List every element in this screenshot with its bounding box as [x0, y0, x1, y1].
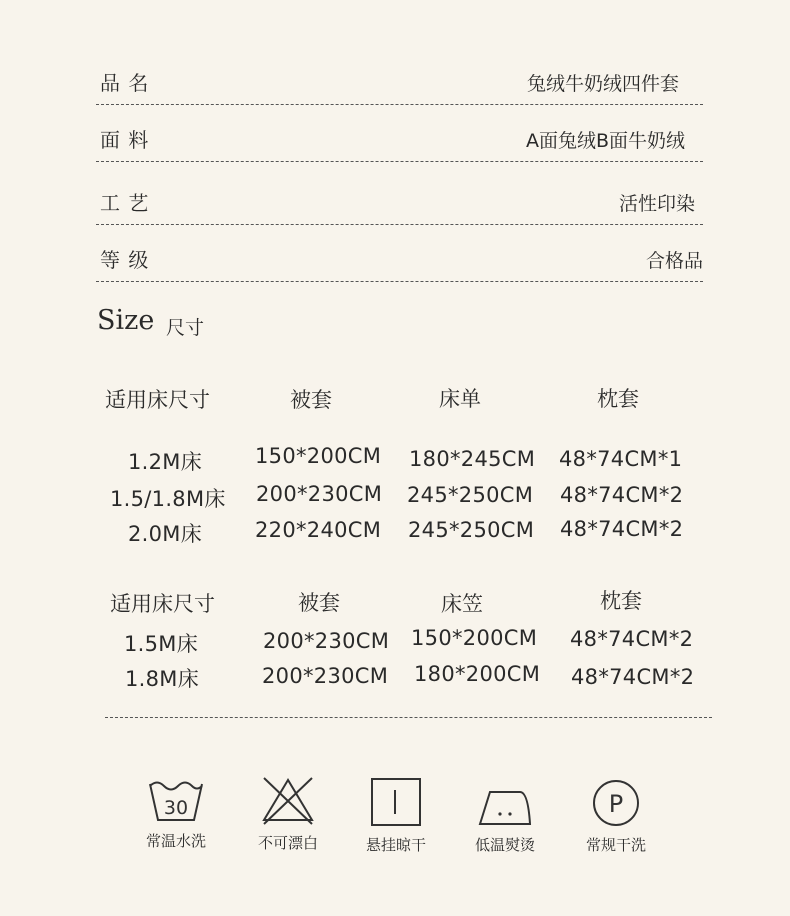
- care-item-wash: [121, 776, 231, 851]
- table2-cell: 1.8M床: [125, 667, 200, 691]
- table1-cell: 2.0M床: [128, 522, 203, 546]
- hang-dry-icon: [369, 776, 423, 828]
- table2-cell: 1.5M床: [124, 632, 199, 656]
- table1-header-bed-size: 适用床尺寸: [105, 388, 210, 412]
- table1-cell: 180*245CM: [409, 447, 536, 471]
- spec-row-craft: [96, 161, 703, 225]
- care-item-iron: [450, 782, 560, 855]
- spec-label: 面 料: [100, 128, 150, 152]
- care-label: 悬挂晾干: [365, 836, 426, 854]
- wash-30-icon: [148, 776, 204, 824]
- care-item-dry: [341, 776, 451, 855]
- care-label: 常温水洗: [145, 832, 206, 850]
- care-item-bleach: [233, 776, 343, 853]
- table2-cell: 200*230CM: [262, 664, 389, 688]
- table2-cell: 48*74CM*2: [571, 665, 695, 689]
- table2-cell: 150*200CM: [411, 626, 538, 650]
- spec-row-name: [96, 47, 703, 105]
- divider: [105, 717, 712, 718]
- dry-clean-badge: P: [608, 790, 624, 818]
- no-bleach-icon: [260, 776, 316, 826]
- table1-cell: 48*74CM*2: [560, 517, 684, 541]
- spec-value: 合格品: [645, 250, 703, 272]
- spec-label: 品 名: [100, 71, 150, 95]
- spec-label: 工 艺: [100, 191, 150, 215]
- spec-value: 活性印染: [618, 193, 695, 215]
- table2-header-duvet: 被套: [298, 591, 340, 615]
- low-iron-icon: [476, 782, 534, 828]
- spec-value: A面兔绒B面牛奶绒: [525, 130, 685, 152]
- table1-cell: 150*200CM: [255, 444, 382, 468]
- care-item-dryclean: [561, 778, 671, 855]
- table1-header-pillowcase: 枕套: [597, 387, 639, 411]
- size-title: Size: [97, 305, 155, 336]
- table1-cell: 1.2M床: [128, 450, 203, 474]
- table2-cell: 48*74CM*2: [570, 627, 694, 651]
- care-label: 低温熨烫: [474, 836, 535, 854]
- table2-header-bed-size: 适用床尺寸: [110, 592, 215, 616]
- size-subtitle: 尺寸: [166, 317, 205, 339]
- table1-cell: 1.5/1.8M床: [110, 487, 226, 511]
- care-label: 常规干洗: [585, 836, 646, 854]
- care-label: 不可漂白: [257, 834, 318, 852]
- wash-temp-badge: 30: [163, 797, 189, 819]
- table1-header-sheet: 床单: [439, 387, 481, 411]
- spec-row-grade: [96, 224, 703, 282]
- spec-value: 兔绒牛奶绒四件套: [526, 73, 679, 95]
- table1-cell: 245*250CM: [407, 483, 534, 507]
- table2-header-fitted-sheet: 床笠: [441, 592, 483, 616]
- table1-cell: 48*74CM*1: [559, 447, 683, 471]
- table1-cell: 200*230CM: [256, 482, 383, 506]
- table2-header-pillowcase: 枕套: [600, 589, 642, 613]
- table2-cell: 200*230CM: [263, 629, 390, 653]
- table2-cell: 180*200CM: [414, 662, 541, 686]
- spec-label: 等 级: [100, 248, 150, 272]
- table1-header-duvet: 被套: [290, 388, 332, 412]
- spec-row-fabric: [96, 104, 703, 162]
- table1-cell: 220*240CM: [255, 518, 382, 542]
- table1-cell: 48*74CM*2: [560, 483, 684, 507]
- table1-cell: 245*250CM: [408, 518, 535, 542]
- dry-clean-p-icon: [590, 778, 642, 828]
